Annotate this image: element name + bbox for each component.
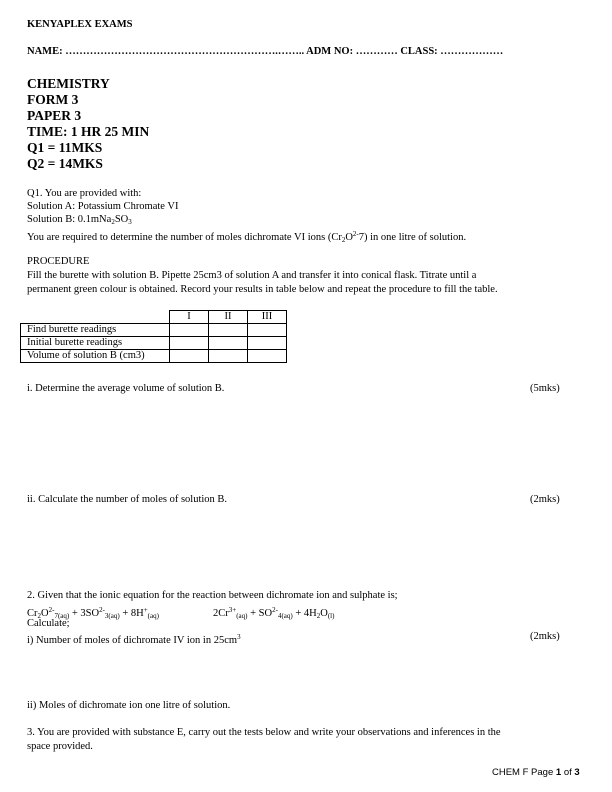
school-title: KENYAPLEX EXAMS xyxy=(27,19,133,30)
table-cell[interactable] xyxy=(248,324,287,337)
q3-line-1: 3. You are provided with substance E, carry out the tests below and write your observations and inferences in the xyxy=(27,727,501,738)
q1-intro: Q1. You are provided with: xyxy=(27,188,142,199)
results-table xyxy=(20,310,287,363)
table-cell[interactable] xyxy=(170,337,209,350)
procedure-line-2: permanent green colour is obtained. Record your results in table below and repeat the procedure to fill the table. xyxy=(27,284,498,295)
solution-b: Solution B: $0.1mNa_2SO_3$ xyxy=(27,214,132,226)
table-cell[interactable] xyxy=(170,324,209,337)
q2-part-i: i) Number of moles of dichromate IV ion in $25cm^3$ xyxy=(27,633,241,646)
table-corner xyxy=(21,311,170,324)
table-cell[interactable] xyxy=(248,350,287,363)
solution-a: Solution A: Potassium Chromate VI xyxy=(27,201,179,212)
row-label: Find burette readings xyxy=(21,324,170,337)
paper-title: PAPER 3 xyxy=(27,108,82,123)
q1-part-i: i. Determine the average volume of solution B. xyxy=(27,383,225,394)
col-header: I xyxy=(170,311,209,324)
q2-intro: 2. Given that the ionic equation for the reaction between dichromate ion and sulphate is; xyxy=(27,590,398,601)
name-adm-class-line: NAME: …………………………………………………….…….. ADM NO: ………… CLASS: ……………… xyxy=(27,46,504,57)
col-header: III xyxy=(248,311,287,324)
q1-marks-title: Q1 = 11MKS xyxy=(27,140,103,155)
q1-task: You are required to determine the number of moles dichromate VI ions $(Cr_2O^{2-}7)$ in one litre of solution. xyxy=(27,230,467,244)
ionic-equation: $Cr_2O^{2-}_{7(aq)} + 3SO^{2-}_{3(aq)} + 8H^+_{(aq)}$ xyxy=(27,606,159,620)
table-cell[interactable] xyxy=(248,337,287,350)
procedure-heading: PROCEDURE xyxy=(27,256,90,267)
table-cell[interactable] xyxy=(209,350,248,363)
q1-part-ii-marks: (2mks) xyxy=(530,494,560,505)
subject-title: CHEMISTRY xyxy=(27,76,110,91)
q2-part-i-marks: (2mks) xyxy=(530,631,560,642)
calculate-label: Calculate; xyxy=(27,618,70,629)
procedure-line-1: Fill the burette with solution B. Pipette 25cm3 of solution A and transfer it into conical flask. Titrate until a xyxy=(27,270,477,281)
q1-part-ii: ii. Calculate the number of moles of solution B. xyxy=(27,494,228,505)
table-cell[interactable] xyxy=(209,324,248,337)
table-row xyxy=(21,337,287,350)
page-footer: CHEM F Page 1 of 3 xyxy=(492,767,580,778)
table-cell[interactable] xyxy=(209,337,248,350)
row-label: Volume of solution B (cm3) xyxy=(21,350,170,363)
time-title: TIME: 1 HR 25 MIN xyxy=(27,124,150,139)
q1-part-i-marks: (5mks) xyxy=(530,383,560,394)
q3-line-2: space provided. xyxy=(27,741,93,752)
row-label: Initial burette readings xyxy=(21,337,170,350)
table-row xyxy=(21,350,287,363)
table-row xyxy=(21,324,287,337)
col-header: II xyxy=(209,311,248,324)
table-header-row xyxy=(21,311,287,324)
q2-marks-title: Q2 = 14MKS xyxy=(27,156,103,171)
ionic-equation-products: $2Cr^{3+}_{(aq)} + SO^{2-}_{4(aq)} + 4H_2O_{(l)}$ xyxy=(213,606,335,620)
table-cell[interactable] xyxy=(170,350,209,363)
q2-part-ii: ii) Moles of dichromate ion one litre of solution. xyxy=(27,700,231,711)
form-title: FORM 3 xyxy=(27,92,79,107)
